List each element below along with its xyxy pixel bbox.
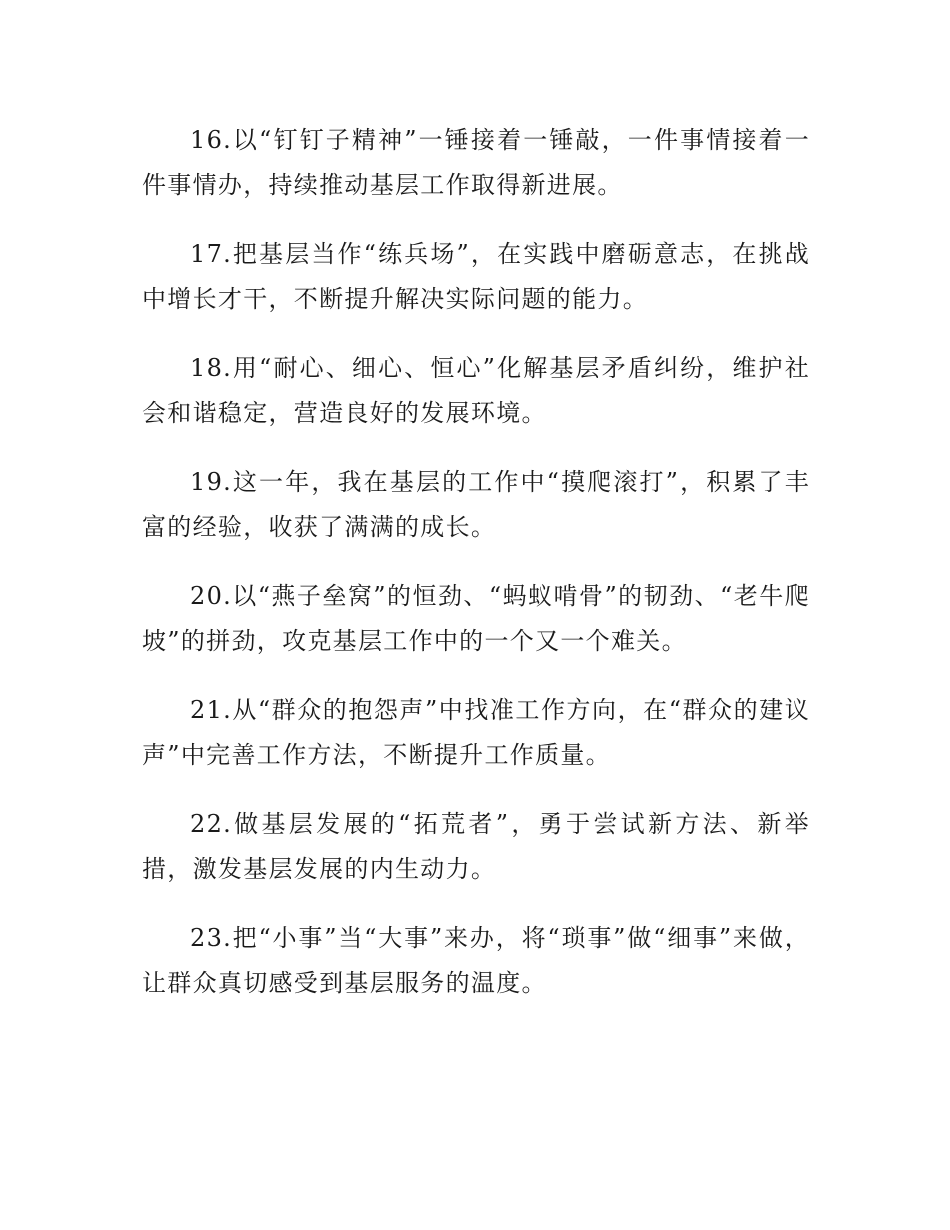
document-body: [142, 118, 810, 1030]
paragraph-20: 20.以“燕子垒窝”的恒劲、“蚂蚁啃骨”的韧劲、“老牛爬坡”的拼劲，攻克基层工作中的一个又一个难关。: [142, 582, 810, 655]
paragraph-23: 23.把“小事”当“大事”来办，将“琐事”做“细事”来做，让群众真切感受到基层服务的温度。: [142, 924, 810, 997]
paragraph-22: 22.做基层发展的“拓荒者”，勇于尝试新方法、新举措，激发基层发展的内生动力。: [142, 810, 810, 883]
paragraph-17: 17.把基层当作“练兵场”，在实践中磨砺意志，在挑战中增长才干，不断提升解决实际问题的能力。: [142, 240, 810, 313]
paragraph-21: 21.从“群众的抱怨声”中找准工作方向，在“群众的建议声”中完善工作方法，不断提升工作质量。: [142, 696, 810, 769]
paragraph-19: 19.这一年，我在基层的工作中“摸爬滚打”，积累了丰富的经验，收获了满满的成长。: [142, 468, 810, 541]
paragraph-16: 16.以“钉钉子精神”一锤接着一锤敲，一件事情接着一件事情办，持续推动基层工作取得新进展。: [142, 126, 810, 199]
paragraph-18: 18.用“耐心、细心、恒心”化解基层矛盾纠纷，维护社会和谐稳定，营造良好的发展环境。: [142, 354, 810, 427]
